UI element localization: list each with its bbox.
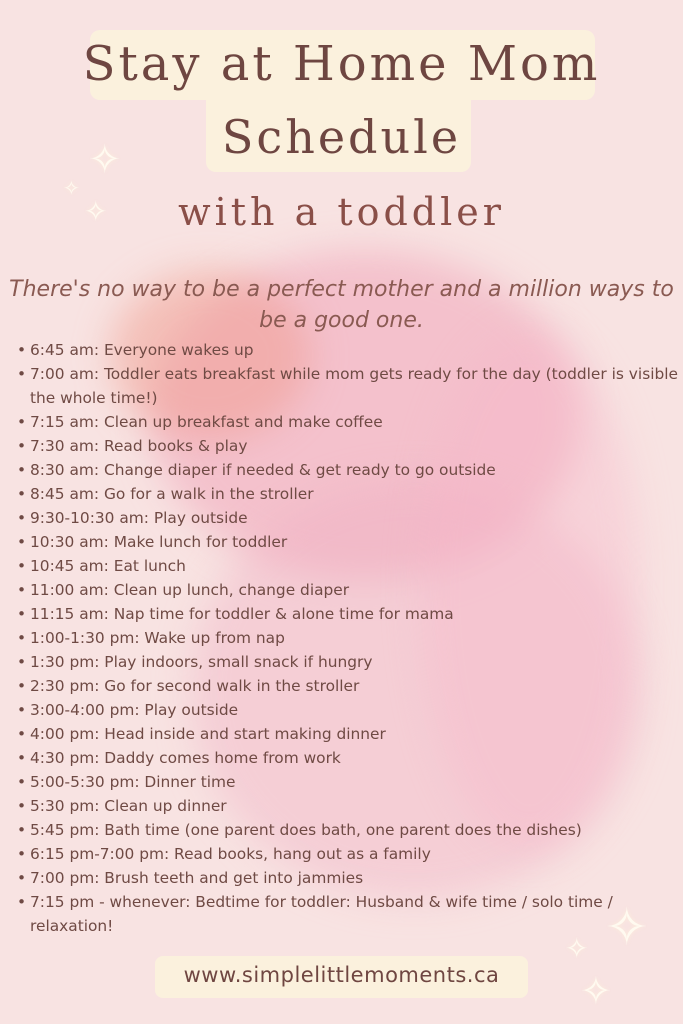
bullet-icon: • [17, 701, 27, 719]
bullet-icon: • [17, 509, 27, 527]
list-item-text: 4:00 pm: Head inside and start making dinner [30, 725, 386, 743]
bullet-icon: • [17, 869, 27, 887]
list-item [17, 578, 680, 602]
list-item [17, 794, 680, 818]
bullet-icon: • [17, 437, 27, 455]
list-item-text: 4:30 pm: Daddy comes home from work [30, 749, 341, 767]
list-item [17, 410, 680, 434]
sparkle-icon: ✧ [84, 195, 108, 228]
list-item-text: 11:15 am: Nap time for toddler & alone time for mama [30, 605, 454, 623]
list-item-text: 6:15 pm-7:00 pm: Read books, hang out as a family [30, 845, 431, 863]
bullet-icon: • [17, 821, 27, 839]
list-item [17, 626, 680, 650]
list-item-text: 9:30-10:30 am: Play outside [30, 509, 248, 527]
list-item [17, 842, 680, 866]
list-item [17, 698, 680, 722]
bullet-icon: • [17, 797, 27, 815]
list-item-text: 3:00-4:00 pm: Play outside [30, 701, 239, 719]
list-item [17, 770, 680, 794]
sparkle-icon: ✧ [63, 176, 80, 200]
list-item-text: 7:30 am: Read books & play [30, 437, 248, 455]
list-item-text: 1:30 pm: Play indoors, small snack if hungry [30, 653, 373, 671]
page-title: Stay at Home Mom [82, 36, 601, 92]
bullet-icon: • [17, 725, 27, 743]
list-item-text: 8:45 am: Go for a walk in the stroller [30, 485, 314, 503]
bullet-icon: • [17, 629, 27, 647]
list-item-text: 6:45 am: Everyone wakes up [30, 341, 254, 359]
bullet-icon: • [17, 341, 27, 359]
bullet-icon: • [17, 557, 27, 575]
list-item-text: 7:00 pm: Brush teeth and get into jammies [30, 869, 364, 887]
list-item [17, 554, 680, 578]
list-item-text: 7:15 am: Clean up breakfast and make coffee [30, 413, 383, 431]
list-item [17, 506, 680, 530]
bullet-icon: • [17, 893, 27, 911]
list-item-text: 8:30 am: Change diaper if needed & get ready to go outside [30, 461, 496, 479]
list-item [17, 890, 680, 938]
list-item [17, 338, 680, 362]
list-item [17, 434, 680, 458]
list-item-text: 7:15 pm - whenever: Bedtime for toddler: Husband & wife time / solo time / relaxation! [30, 893, 613, 935]
sparkle-icon: ✧ [88, 137, 122, 183]
list-item [17, 674, 680, 698]
bullet-icon: • [17, 605, 27, 623]
list-item [17, 362, 680, 410]
list-item [17, 866, 680, 890]
list-item [17, 530, 680, 554]
sparkle-icon: ✧ [565, 932, 589, 965]
list-item-text: 11:00 am: Clean up lunch, change diaper [30, 581, 350, 599]
sparkle-icon: ✧ [580, 969, 612, 1013]
list-item [17, 722, 680, 746]
bullet-icon: • [17, 461, 27, 479]
list-item-text: 2:30 pm: Go for second walk in the stroller [30, 677, 360, 695]
quote-text: There's no way to be a perfect mother and a million ways to be a good one. [9, 277, 674, 333]
bullet-icon: • [17, 365, 27, 383]
bullet-icon: • [17, 533, 27, 551]
list-item-text: 10:30 am: Make lunch for toddler [30, 533, 288, 551]
bullet-icon: • [17, 653, 27, 671]
list-item [17, 650, 680, 674]
list-item [17, 602, 680, 626]
list-item-text: 5:00-5:30 pm: Dinner time [30, 773, 236, 791]
list-item-text: 1:00-1:30 pm: Wake up from nap [30, 629, 285, 647]
bullet-icon: • [17, 677, 27, 695]
list-item [17, 818, 680, 842]
list-item-text: 10:45 am: Eat lunch [30, 557, 186, 575]
list-item [17, 746, 680, 770]
bullet-icon: • [17, 413, 27, 431]
schedule-list [17, 338, 680, 938]
bullet-icon: • [17, 485, 27, 503]
list-item-text: 7:00 am: Toddler eats breakfast while mom gets ready for the day (toddler is visible the whole time!) [30, 365, 679, 407]
list-item [17, 458, 680, 482]
bullet-icon: • [17, 845, 27, 863]
sparkle-icon: ✧ [605, 898, 649, 958]
page-title-line2: Schedule [221, 110, 462, 164]
list-item [17, 482, 680, 506]
bullet-icon: • [17, 581, 27, 599]
list-item-text: 5:45 pm: Bath time (one parent does bath, one parent does the dishes) [30, 821, 582, 839]
bullet-icon: • [17, 749, 27, 767]
page-subtitle: with a toddler [178, 190, 505, 234]
list-item-text: 5:30 pm: Clean up dinner [30, 797, 227, 815]
bullet-icon: • [17, 773, 27, 791]
website-url: www.simplelittlemoments.ca [183, 963, 500, 987]
